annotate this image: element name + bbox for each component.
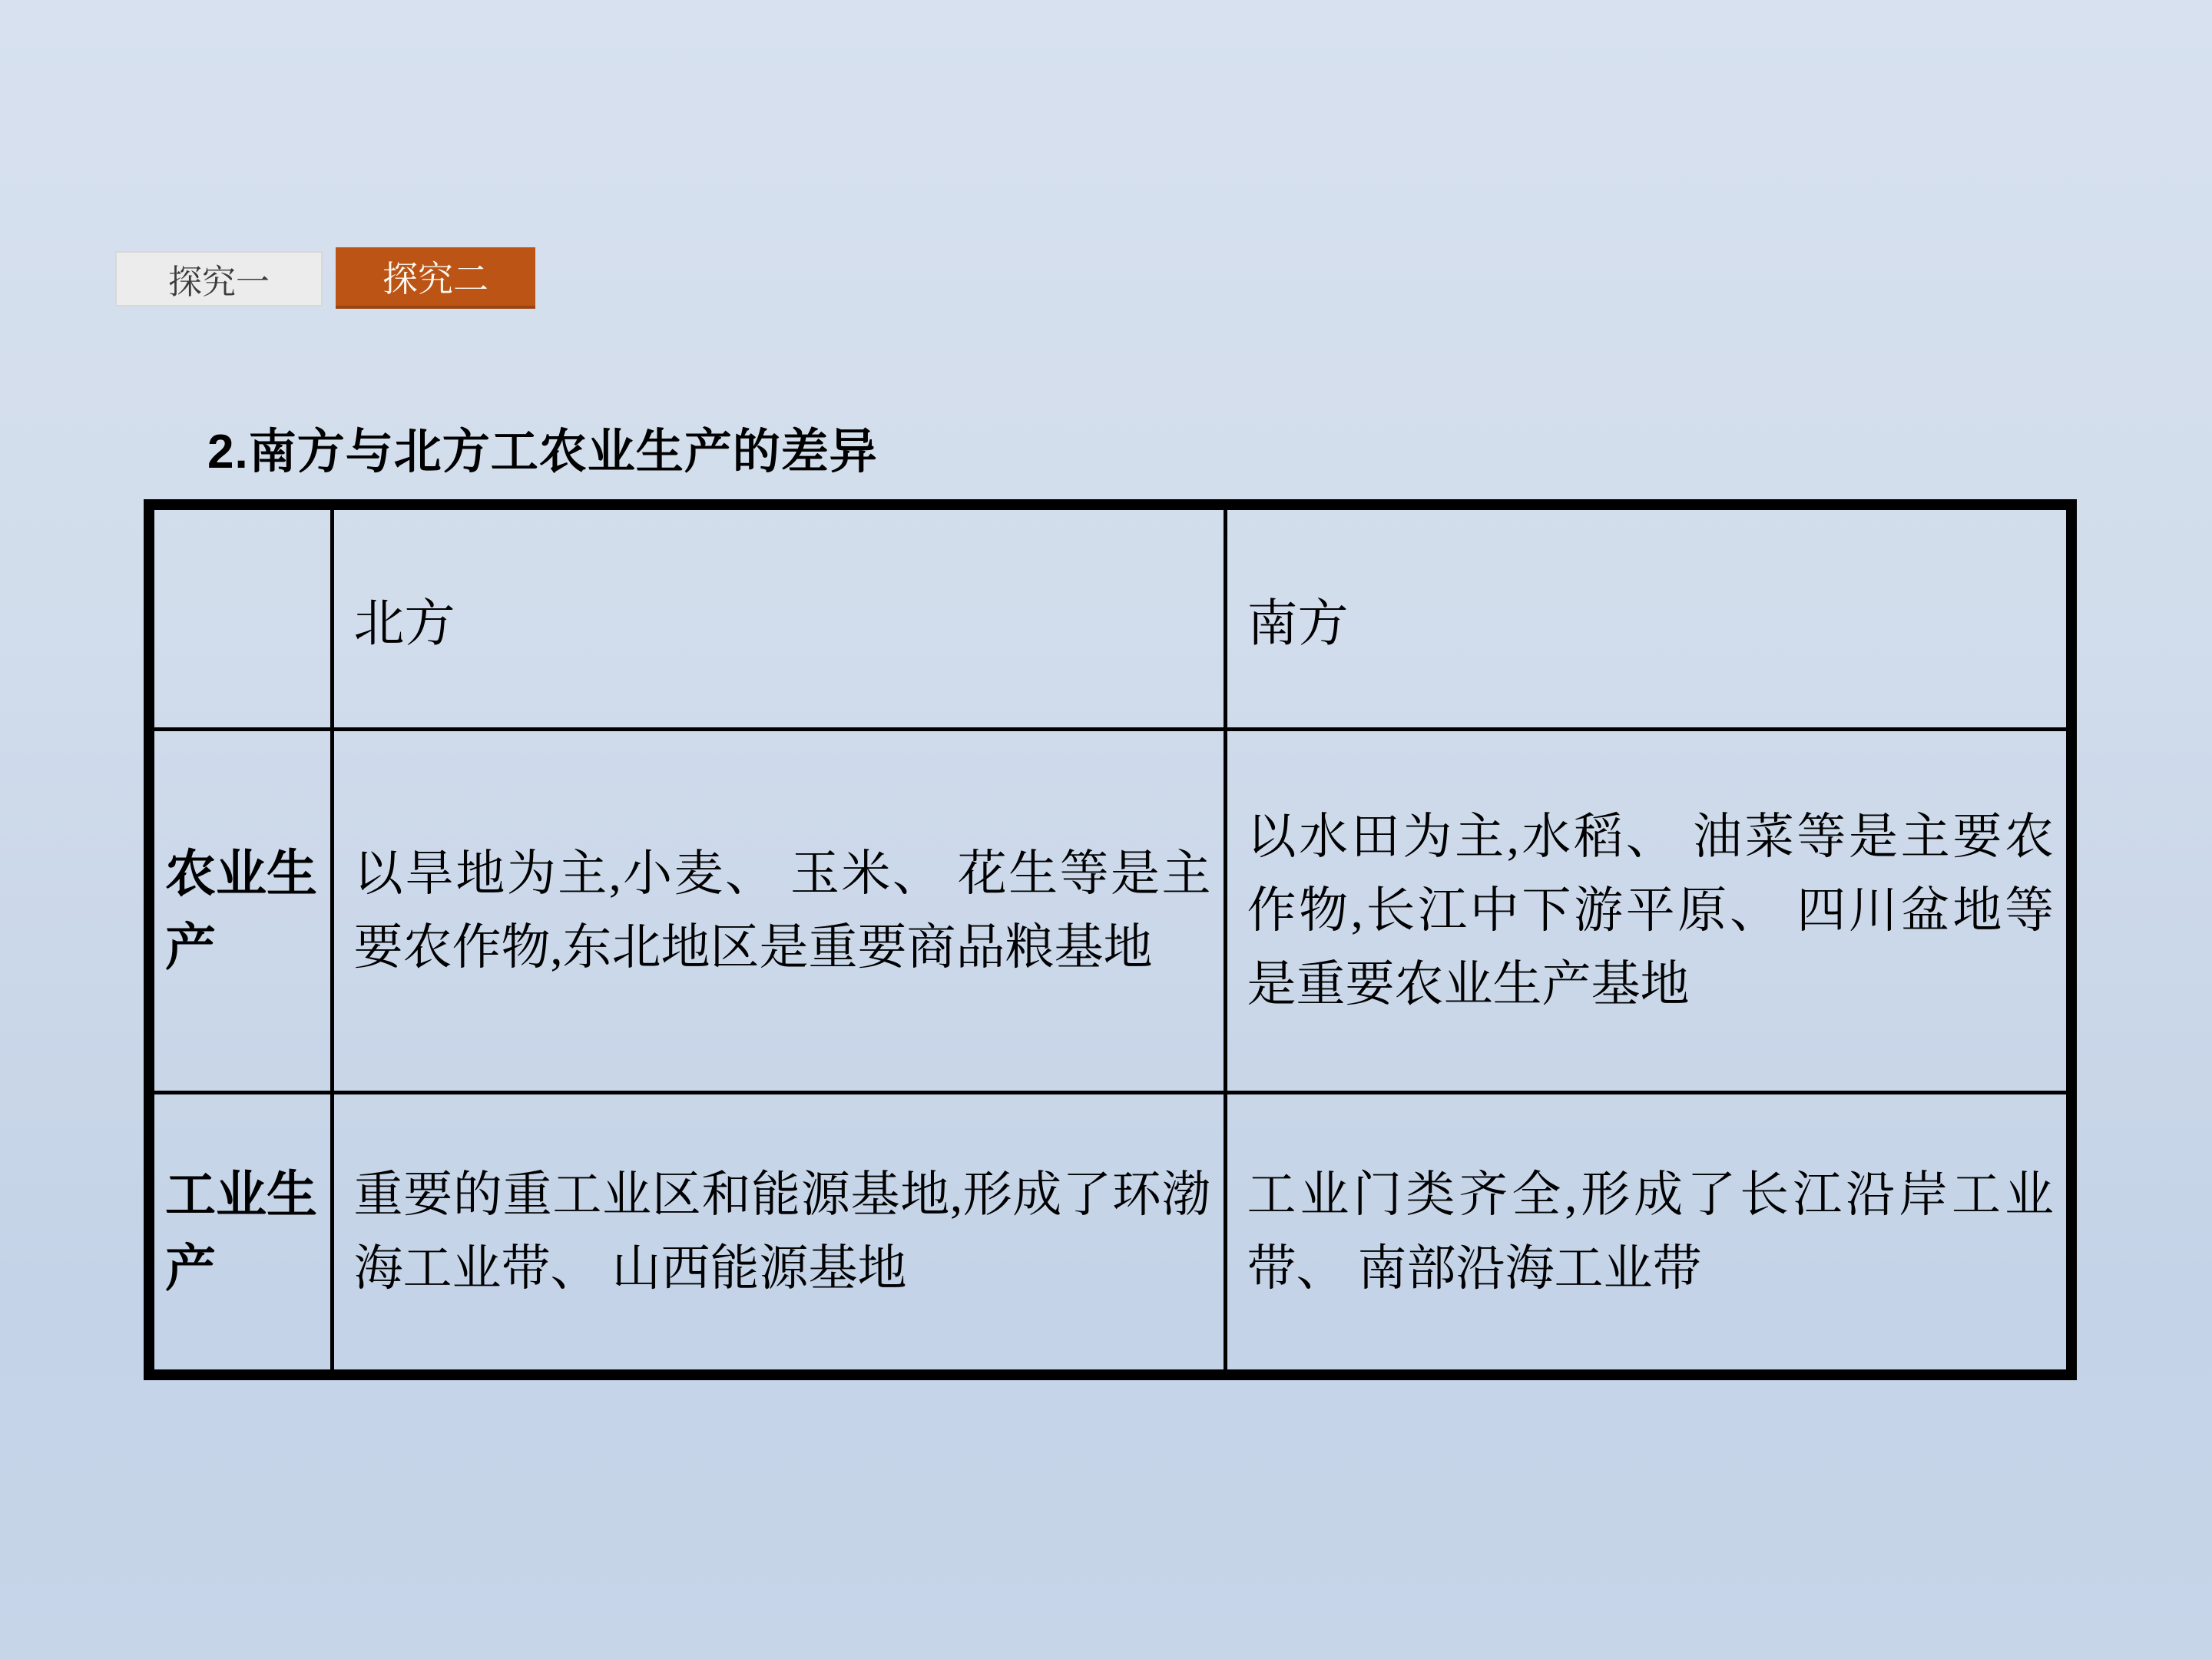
agriculture-south-cell: 以水田为主,水稻、 油菜等是主要农作物,长江中下游平原、 四川盆地等是重要农业生产基地 <box>1225 729 2071 1092</box>
row-label-agriculture: 农业生产 <box>149 729 332 1092</box>
table-row-agriculture <box>149 729 2071 1092</box>
tab-explore-2[interactable] <box>336 247 535 309</box>
page-title: 2.南方与北方工农业生产的差异 <box>207 426 878 478</box>
comparison-table <box>144 499 2077 1380</box>
row-label-industry: 工业生产 <box>149 1092 332 1375</box>
tab-explore-1[interactable] <box>115 251 323 306</box>
agriculture-north-cell: 以旱地为主,小麦、 玉米、 花生等是主要农作物,东北地区是重要商品粮基地 <box>332 729 1225 1092</box>
table-header-row <box>149 505 2071 729</box>
col-header-north: 北方 <box>332 505 1225 729</box>
tab-explore-1-label: 探究一 <box>168 263 270 301</box>
industry-north-cell: 重要的重工业区和能源基地,形成了环渤海工业带、 山西能源基地 <box>332 1092 1225 1375</box>
col-header-south: 南方 <box>1225 505 2071 729</box>
tab-explore-2-label: 探究二 <box>382 259 488 299</box>
table-row-industry <box>149 1092 2071 1375</box>
corner-cell <box>149 505 332 729</box>
industry-south-cell: 工业门类齐全,形成了长江沿岸工业带、 南部沿海工业带 <box>1225 1092 2071 1375</box>
tabs-bar <box>115 247 535 309</box>
